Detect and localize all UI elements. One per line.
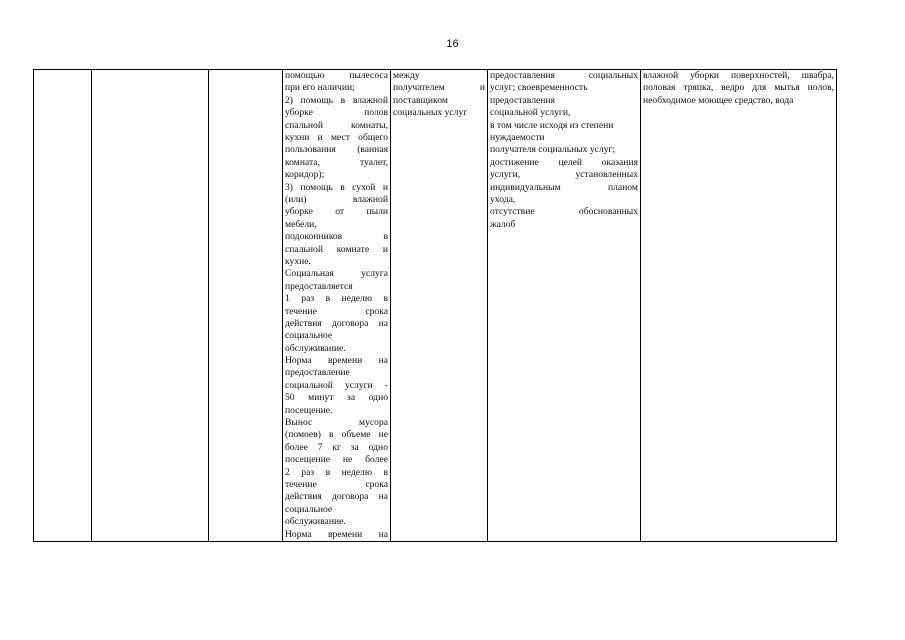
text-line: обслуживание. (285, 516, 346, 528)
text-line: предоставляется (285, 280, 353, 292)
text-line: спальной комнате и (285, 243, 388, 255)
page-number: 16 (446, 38, 459, 50)
text-line: предоставление (285, 367, 350, 379)
text-line: 2) помощь в влажной (285, 94, 388, 106)
text-line: между (393, 70, 420, 81)
text-line: предоставления социальных (490, 70, 638, 81)
text-line: социальных услуг (393, 107, 468, 119)
table-row (34, 70, 837, 542)
text-line: нуждаемости (490, 132, 545, 144)
quality-indicators-cell (488, 70, 641, 542)
text-line: посещение не более (285, 454, 388, 466)
text-line: мебели, (285, 218, 317, 230)
text-line: действия договора на (285, 317, 388, 329)
agreement-cell (391, 70, 488, 542)
text-line: ухода, (490, 194, 516, 205)
service-description-cell (283, 70, 391, 542)
text-line: индивидуальным планом (490, 181, 638, 193)
conditions-cell (641, 70, 837, 542)
text-line: уборке от пыли (285, 206, 388, 218)
text-line: половая тряпка, ведро для мытья полов, (643, 82, 834, 94)
text-line: помощью пылесоса (285, 70, 388, 81)
text-line: социальное (285, 503, 333, 515)
text-line: социальной услуги, (490, 107, 571, 119)
text-line: необходимое моющее средство, вода (643, 94, 794, 106)
text-line: 2 раз в неделю в (285, 466, 388, 478)
text-line: кухни и мест общего (285, 131, 388, 143)
text-line: (или) влажной (285, 193, 388, 205)
text-line: услуг; своевременность (490, 82, 588, 94)
text-line: социальной услуги - (285, 379, 388, 391)
text-line: комната, туалет, (285, 156, 388, 168)
text-line: получателем и (393, 82, 485, 94)
text-line: социальное (285, 330, 333, 342)
text-line: жалоб (490, 218, 516, 230)
text-line: коридор); (285, 169, 325, 181)
col-1-cell (34, 70, 92, 542)
text-line: пользования (ванная (285, 144, 388, 156)
text-line: кухне. (285, 255, 311, 267)
text-line: Норма времени на (285, 355, 388, 367)
text-line: поставщиком (393, 94, 448, 106)
text-line: 50 минут за одно (285, 392, 388, 404)
text-line: при его наличии; (285, 82, 355, 94)
text-line: (помоев) в объеме не (285, 429, 388, 441)
text-line: обслуживание. (285, 342, 346, 354)
text-line: Вынос мусора (285, 417, 388, 429)
text-line: Норма времени на (285, 528, 388, 540)
text-line: 1 раз в неделю в (285, 293, 388, 305)
col-3-cell (209, 70, 283, 542)
text-line: посещение. (285, 404, 333, 416)
text-line: действия договора на (285, 491, 388, 503)
text-line: течение срока (285, 305, 388, 317)
text-line: уборке полов (285, 107, 388, 119)
text-line: подоконников в (285, 231, 388, 243)
services-table (33, 69, 837, 542)
text-line: Социальная услуга (285, 268, 388, 280)
text-line: влажной уборки поверхностей, швабра, (643, 70, 834, 81)
text-line: течение срока (285, 479, 388, 491)
text-line: спальной комнаты, (285, 119, 388, 131)
col-2-cell (92, 70, 209, 542)
text-line: достижение целей оказания (490, 156, 638, 168)
text-line: получателя социальных услуг; (490, 144, 616, 156)
text-line: отсутствие обоснованных (490, 206, 638, 218)
text-line: более 7 кг за одно (285, 441, 388, 453)
text-line: 3) помощь в сухой и (285, 181, 388, 193)
text-line: услуги, установленных (490, 169, 638, 181)
text-line: предоставления (490, 94, 555, 106)
text-line: в том числе исходя из степени (490, 119, 614, 131)
